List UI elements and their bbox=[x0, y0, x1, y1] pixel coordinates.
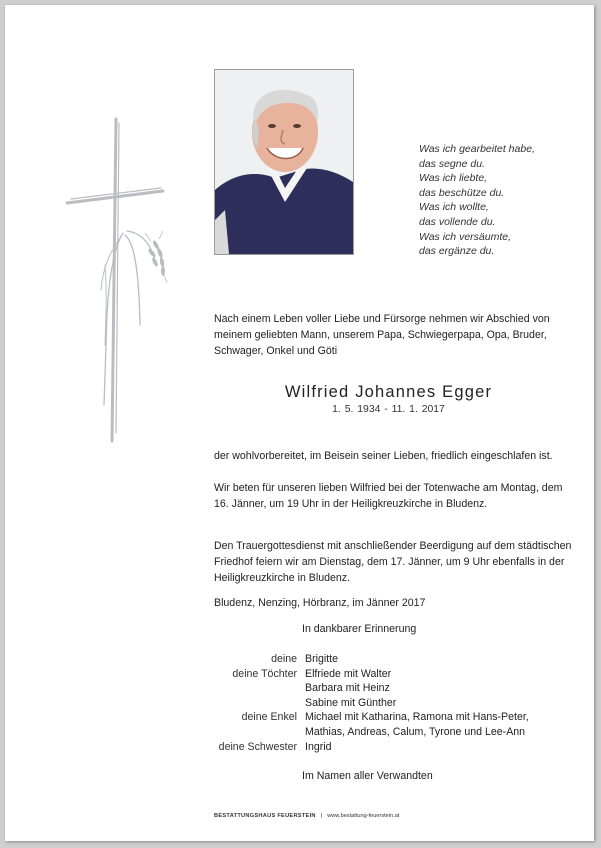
poem-line: Was ich wollte, bbox=[419, 201, 489, 214]
poem-line: Was ich versäumte, bbox=[419, 230, 512, 243]
portrait-photo bbox=[214, 69, 354, 255]
wake-text-post: in der Heiligkreuzkirche in Bludenz. bbox=[318, 498, 488, 510]
deceased-name: Wilfried Johannes Egger bbox=[284, 383, 493, 401]
family-row bbox=[214, 696, 529, 711]
family-row bbox=[214, 667, 529, 682]
poem-line: das segne du. bbox=[419, 157, 485, 170]
family-row bbox=[214, 725, 529, 740]
family-names: Mathias, Andreas, Calum, Tyrone und Lee-Ann bbox=[305, 725, 526, 738]
poem-line: das vollende du. bbox=[419, 215, 496, 228]
family-names: Ingrid bbox=[305, 740, 332, 753]
intro-text: Nach einem Leben voller Liebe und Fürsorge nehmen wir Abschied von meinem geliebten Mann, unserem Papa, Schwiegerpapa, Opa, Bruder, Schwager, Onkel und Göti bbox=[214, 313, 550, 357]
family-names: Brigitte bbox=[305, 653, 338, 665]
obituary-page bbox=[5, 5, 594, 841]
footer bbox=[214, 813, 399, 819]
family-names: Michael mit Katharina, Ramona mit Hans-Peter, bbox=[305, 711, 529, 724]
wake-text bbox=[214, 480, 574, 512]
poem-line: Was ich liebte, bbox=[419, 172, 488, 185]
poem bbox=[419, 142, 589, 259]
wake-text-pre: Wir beten für unseren lieben Wilfried bei der Totenwache am bbox=[214, 482, 501, 494]
footer-brand: BESTATTUNGSHAUS FEUERSTEIN bbox=[214, 813, 316, 819]
footer-separator: | bbox=[320, 813, 323, 819]
family-row bbox=[214, 681, 529, 696]
relation: deine Schwester bbox=[218, 740, 297, 753]
family-names: Elfriede mit Walter bbox=[305, 667, 392, 680]
footer-website: www.bestattung-feuerstein.at bbox=[327, 813, 400, 819]
poem-line: das ergänze du. bbox=[419, 245, 495, 258]
family-list bbox=[214, 652, 529, 754]
relation: deine Töchter bbox=[232, 667, 297, 680]
funeral-text bbox=[214, 538, 574, 586]
place-date: Bludenz, Nenzing, Hörbranz, im Jänner 2017 bbox=[214, 597, 426, 609]
relation bbox=[214, 696, 305, 711]
family-names: Sabine mit Günther bbox=[305, 696, 397, 709]
family-names: Barbara mit Heinz bbox=[305, 682, 390, 695]
passing-text: der wohlvorbereitet, im Beisein seiner Lieben, friedlich eingeschlafen ist. bbox=[214, 450, 553, 462]
cross-with-wheat-icon bbox=[63, 115, 183, 445]
poem-line: Was ich gearbeitet habe, bbox=[419, 143, 535, 155]
closing-line: Im Namen aller Verwandten bbox=[302, 770, 433, 782]
wake-date: Montag, dem 16. Jänner, um 19 Uhr bbox=[214, 482, 563, 510]
relation: deine bbox=[271, 653, 297, 665]
funeral-text-pre: Den Trauergottesdienst mit anschließender Beerdigung auf dem städtischen Friedhof feiern wir am bbox=[214, 540, 572, 568]
family-row bbox=[214, 652, 529, 667]
funeral-text-post: ebenfalls in der Heiligkreuzkirche in Bludenz. bbox=[214, 556, 565, 584]
family-row bbox=[214, 740, 529, 755]
funeral-date: Dienstag, dem 17. Jänner, um 9 Uhr bbox=[319, 556, 490, 568]
thanks-line: In dankbarer Erinnerung bbox=[302, 623, 417, 635]
family-row bbox=[214, 710, 529, 725]
poem-line: das beschütze du. bbox=[419, 186, 505, 199]
relation bbox=[214, 725, 305, 740]
relation bbox=[214, 681, 305, 696]
life-dates: 1. 5. 1934 - 11. 1. 2017 bbox=[332, 404, 445, 415]
relation: deine Enkel bbox=[241, 711, 297, 724]
